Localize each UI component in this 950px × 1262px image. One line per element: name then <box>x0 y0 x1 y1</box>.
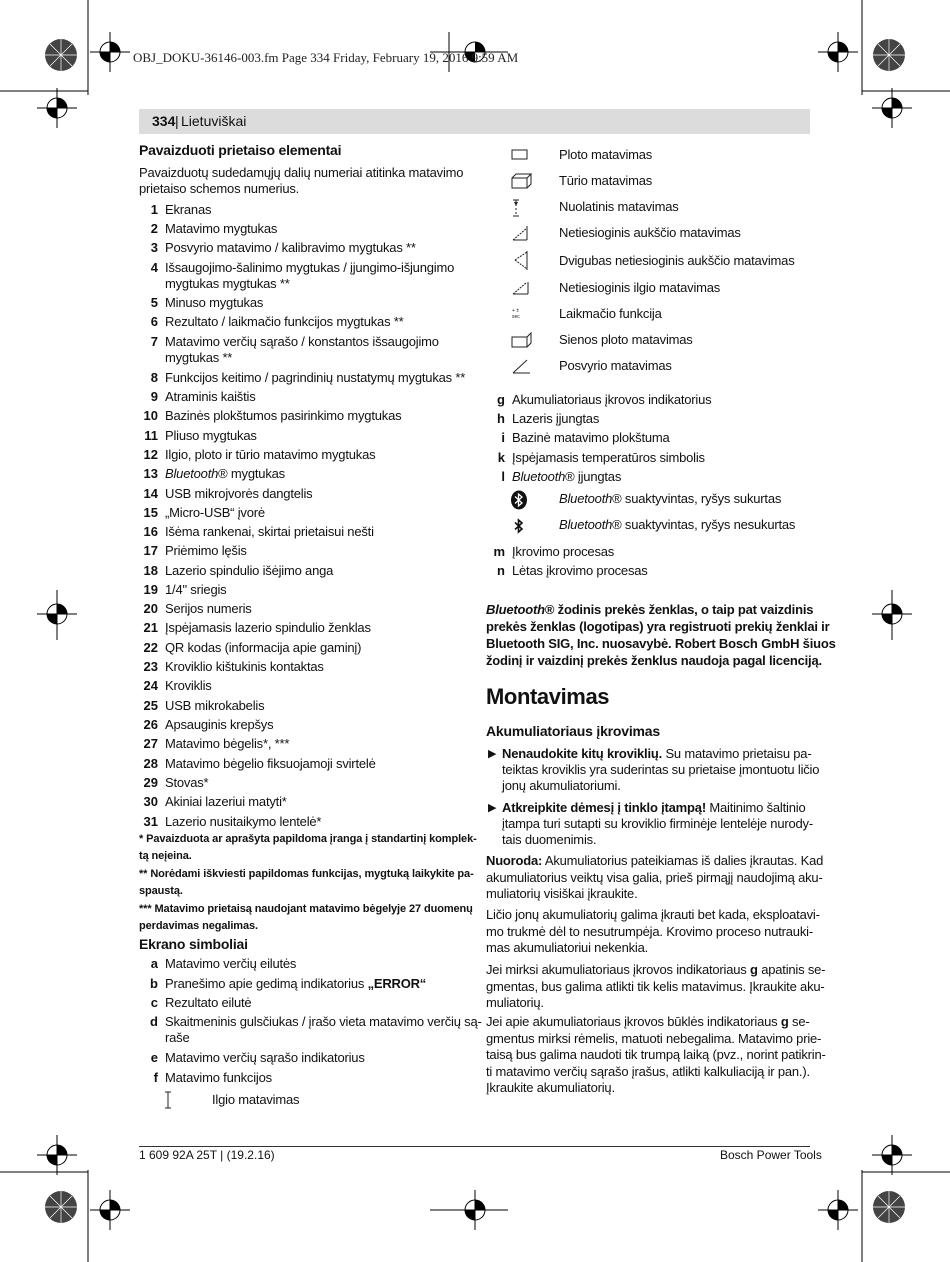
symbol-label: Matavimo verčių eilutės <box>165 956 297 971</box>
intro-line-1: Pavaizduotų sudedamųjų dalių numeriai atitinka matavimo <box>139 165 464 180</box>
symbol-letter: e <box>150 1050 158 1065</box>
symbol-label: Bazinė matavimo plokštuma <box>512 430 670 445</box>
bullet-line: jonų akumuliatoriumi. <box>502 778 621 793</box>
paragraph-line: mo trukmė dėl to nesutrumpėja. Krovimo proceso nutrauki- <box>486 923 813 939</box>
footnote-line: tą neįeina. <box>139 850 192 862</box>
paragraph-line: ti matavimo verčių sąrašo įrašus, atlikti kalkuliaciją ir pan.). <box>486 1063 810 1079</box>
bullet-line: teiktas kroviklis yra suderintas su prietaise įmontuotu ličio <box>502 762 820 777</box>
header-language: Lietuviškai <box>181 113 247 129</box>
bluetooth-icon <box>510 516 528 536</box>
bluetooth-connected-icon <box>510 490 528 510</box>
length-icon <box>162 1091 174 1109</box>
paragraph-line: taisą bus galima naudoti tik trumpą laiką (pvz., norint patikrin- <box>486 1047 826 1062</box>
area-icon <box>511 148 531 162</box>
item-number: 17 <box>143 543 158 558</box>
item-label: Atraminis kaištis <box>165 389 256 404</box>
wall-area-icon <box>511 331 533 349</box>
subsection-title-charging: Akumuliatoriaus įkrovimas <box>486 723 660 739</box>
symbol-letter: k <box>497 450 505 465</box>
item-number: 16 <box>143 524 158 539</box>
symbol-letter: l <box>501 469 505 484</box>
item-label: mygtukas mygtukas ** <box>165 276 290 291</box>
item-label: Lazerio spindulio išėjimo anga <box>165 563 334 578</box>
section-title-elements: Pavaizduoti prietaiso elementai <box>139 142 342 158</box>
item-label: Posvyrio matavimo / kalibravimo mygtukas ** <box>165 240 416 255</box>
item-number: 20 <box>143 601 158 616</box>
item-number: 5 <box>150 295 158 310</box>
trademark-line: prekės ženklas (logotipas) yra registruoti prekių ženklai ir <box>486 619 830 634</box>
symbol-letter: h <box>497 411 505 426</box>
paragraph-line: Jei apie akumuliatoriaus įkrovos būklės indikatoriaus g se- <box>486 1014 810 1029</box>
symbol-letter: f <box>153 1070 158 1085</box>
item-number: 11 <box>144 428 158 443</box>
footnote-line: *** Matavimo prietaisą naudojant matavimo bėgelyje 27 duomenų <box>139 903 473 915</box>
symbol-letter: i <box>501 430 505 445</box>
item-label: Kroviklis <box>165 678 212 693</box>
item-label: Bluetooth® mygtukas <box>165 466 285 481</box>
item-number: 21 <box>143 620 158 635</box>
bullet-marker: ▶ <box>488 802 497 814</box>
job-info-line: OBJ_DOKU-36146-003.fm Page 334 Friday, February 19, 2016 9:59 AM <box>133 50 519 65</box>
bullet-line: įtampa turi sutapti su kroviklio firminėje lentelėje nurody- <box>502 816 813 831</box>
item-label: Minuso mygtukas <box>165 295 264 310</box>
item-number: 30 <box>143 794 158 809</box>
item-number: 18 <box>143 563 158 578</box>
function-label: Nuolatinis matavimas <box>559 199 679 214</box>
item-number: 28 <box>143 756 158 771</box>
function-label: Posvyrio matavimas <box>559 358 672 373</box>
trademark-line: Bluetooth® žodinis prekės ženklas, o taip pat vaizdinis <box>486 602 814 617</box>
tilt-icon <box>511 357 533 375</box>
symbol-label: Skaitmeninis gulsčiukas / įrašo vieta matavimo verčių są- <box>165 1014 482 1029</box>
item-number: 4 <box>150 260 158 275</box>
symbol-label: Rezultato eilutė <box>165 995 252 1010</box>
volume-icon <box>511 172 533 190</box>
item-label: Išėma rankenai, skirtai prietaisui nešti <box>165 524 374 539</box>
header-separator: | <box>175 113 179 129</box>
indirect-height-icon <box>511 224 531 242</box>
bullet-emphasis: Nenaudokite kitų kroviklių. <box>502 746 663 761</box>
bullet-text: Su matavimo prietaisu pa- <box>662 746 812 761</box>
footnote-line: * Pavaizduota ar aprašyta papildoma įranga į standartinį komplek- <box>139 833 477 845</box>
item-label: Priėmimo lęšis <box>165 543 247 558</box>
symbol-letter: d <box>150 1014 158 1029</box>
item-label: Apsauginis krepšys <box>165 717 274 732</box>
symbol-letter: m <box>493 544 505 559</box>
symbol-label: Matavimo verčių sąrašo indikatorius <box>165 1050 365 1065</box>
item-number: 6 <box>150 314 158 329</box>
symbol-label: Bluetooth® įjungtas <box>512 469 622 484</box>
svg-text:sec: sec <box>512 314 520 320</box>
item-number: 24 <box>143 678 158 693</box>
trademark-line: Bluetooth SIG, Inc. nuosavybė. Robert Bosch GmbH šiuos <box>486 636 836 651</box>
item-label: Matavimo verčių sąrašo / konstantos išsaugojimo <box>165 334 439 349</box>
symbol-label: Akumuliatoriaus įkrovos indikatorius <box>512 392 712 407</box>
item-number: 29 <box>143 775 158 790</box>
item-label: QR kodas (informacija apie gaminį) <box>165 640 362 655</box>
function-label: Netiesioginis aukščio matavimas <box>559 225 741 240</box>
symbol-label: Įspėjamasis temperatūros simbolis <box>512 450 705 465</box>
length-label: Ilgio matavimas <box>212 1092 300 1107</box>
item-label: Bazinės plokštumos pasirinkimo mygtukas <box>165 408 402 423</box>
symbol-letter: b <box>150 976 158 991</box>
svg-text:+ ±: + ± <box>512 308 520 314</box>
item-number: 14 <box>143 486 158 501</box>
item-number: 27 <box>143 736 158 751</box>
item-label: USB mikrokabelis <box>165 698 265 713</box>
item-label: Matavimo bėgelio fiksuojamoji svirtelė <box>165 756 376 771</box>
item-label: Ekranas <box>165 202 212 217</box>
item-label: Pliuso mygtukas <box>165 428 257 443</box>
item-label: „Micro-USB“ įvorė <box>165 505 265 520</box>
symbol-letter: n <box>497 563 505 578</box>
function-label: Dvigubas netiesioginis aukščio matavimas <box>559 253 795 268</box>
paragraph-line: gmentus mirksi rėmelis, matuoti nebegalima. Matavimo prie- <box>486 1030 822 1046</box>
item-number: 15 <box>143 505 158 520</box>
bullet-line: tais duomenimis. <box>502 832 597 847</box>
item-number: 31 <box>143 814 158 829</box>
paragraph-line: Nuoroda: Akumuliatorius pateikiamas iš dalies įkrautas. Kad <box>486 853 824 868</box>
item-label: Funkcijos keitimo / pagrindinių nustatymų mygtukas ** <box>165 370 466 385</box>
paragraph-line: Ličio jonų akumuliatorių galima įkrauti bet kada, eksploatavi- <box>486 907 820 922</box>
symbol-label: Matavimo funkcijos <box>165 1070 272 1085</box>
item-label: Ilgio, ploto ir tūrio matavimo mygtukas <box>165 447 376 462</box>
paragraph-line: gmentas, bus galima atlikti tik kelis matavimus. Įkraukite aku- <box>486 978 825 994</box>
function-label: Sienos ploto matavimas <box>559 332 693 347</box>
paragraph-line: Jei mirksi akumuliatoriaus įkrovos indikatoriaus g apatinis se- <box>486 962 826 977</box>
symbol-label: raše <box>165 1030 190 1045</box>
footer-brand: Bosch Power Tools <box>720 1148 822 1162</box>
item-label: Stovas* <box>165 775 209 790</box>
item-label: Rezultato / laikmačio funkcijos mygtukas ** <box>165 314 404 329</box>
footer-doc-number: 1 609 92A 25T | (19.2.16) <box>139 1148 275 1162</box>
page-number: 334 <box>152 113 176 129</box>
bluetooth-state-label: Bluetooth® suaktyvintas, ryšys nesukurtas <box>559 517 796 532</box>
item-label: Akiniai lazeriui matyti* <box>165 794 287 809</box>
symbol-label: Įkrovimo procesas <box>512 544 615 559</box>
symbol-label: Lėtas įkrovimo procesas <box>512 563 648 578</box>
trademark-line: žodinį ir vaizdinį prekės ženklus naudoja pagal licenciją. <box>486 653 822 668</box>
footnote-line: spaustą. <box>139 885 183 897</box>
item-label: Kroviklio kištukinis kontaktas <box>165 659 324 674</box>
item-number: 10 <box>143 408 158 423</box>
symbol-letter: a <box>150 956 158 971</box>
item-label: Lazerio nusitaikymo lentelė* <box>165 814 322 829</box>
item-label: USB mikrojvorės dangtelis <box>165 486 313 501</box>
footnote-line: ** Norėdami iškviesti papildomas funkcijas, mygtuką laikykite pa- <box>139 868 474 880</box>
item-label: Serijos numeris <box>165 601 252 616</box>
item-number: 12 <box>143 447 158 462</box>
item-number: 3 <box>150 240 158 255</box>
function-label: Tūrio matavimas <box>559 173 653 188</box>
paragraph-line: mas akumuliatoriui nekenkia. <box>486 940 649 955</box>
paragraph-line: muliatorių. <box>486 995 544 1010</box>
item-label: Išsaugojimo-šalinimo mygtukas / įjungimo-išjungimo <box>165 260 455 275</box>
bullet-emphasis: Atkreipkite dėmesį į tinklo įtampą! <box>502 800 706 815</box>
bluetooth-state-label: Bluetooth® suaktyvintas, ryšys sukurtas <box>559 491 782 506</box>
function-label: Ploto matavimas <box>559 147 653 162</box>
item-number: 1 <box>150 202 158 217</box>
footnote-line: perdavimas negalimas. <box>139 920 258 932</box>
paragraph-line: muliatorių visiškai įkraukite. <box>486 886 638 901</box>
symbol-label: Lazeris įjungtas <box>512 411 600 426</box>
symbol-letter: g <box>497 392 505 407</box>
continuous-icon <box>511 198 523 218</box>
item-label: mygtukas ** <box>165 350 233 365</box>
item-number: 8 <box>150 370 158 385</box>
symbol-label: Pranešimo apie gedimą indikatorius „ERROR“ <box>165 976 427 991</box>
timer-icon <box>511 306 527 320</box>
function-label: Laikmačio funkcija <box>559 306 662 321</box>
item-number: 22 <box>143 640 158 655</box>
item-number: 7 <box>150 334 158 349</box>
bullet-line <box>502 800 805 816</box>
bullet-line <box>502 746 811 762</box>
function-label: Netiesioginis ilgio matavimas <box>559 280 721 295</box>
paragraph-line: Įkraukite akumuliatorių. <box>486 1080 615 1095</box>
item-label: Matavimo mygtukas <box>165 221 278 236</box>
item-number: 9 <box>150 389 158 404</box>
section-title-montavimas: Montavimas <box>486 684 610 709</box>
item-number: 13 <box>143 466 158 481</box>
bullet-text: Maitinimo šaltinio <box>705 800 806 815</box>
item-number: 26 <box>143 717 158 732</box>
item-label: Įspėjamasis lazerio spindulio ženklas <box>165 620 371 635</box>
item-number: 23 <box>143 659 158 674</box>
item-label: Matavimo bėgelis*, *** <box>165 736 290 751</box>
section-title-symbols: Ekrano simboliai <box>139 936 248 952</box>
item-label: 1/4" sriegis <box>165 582 227 597</box>
item-number: 19 <box>143 582 158 597</box>
symbol-letter: c <box>150 995 158 1010</box>
bullet-marker: ▶ <box>488 748 497 760</box>
intro-line-2: prietaiso schemos numerius. <box>139 181 300 196</box>
item-number: 25 <box>143 698 158 713</box>
indirect-length-icon <box>511 278 531 296</box>
paragraph-line: akumuliatorius veiktų visa galia, prieš pirmąjį naudojimą aku- <box>486 869 823 885</box>
double-height-icon <box>511 250 531 272</box>
item-number: 2 <box>150 221 158 236</box>
footer-rule <box>139 1146 810 1147</box>
